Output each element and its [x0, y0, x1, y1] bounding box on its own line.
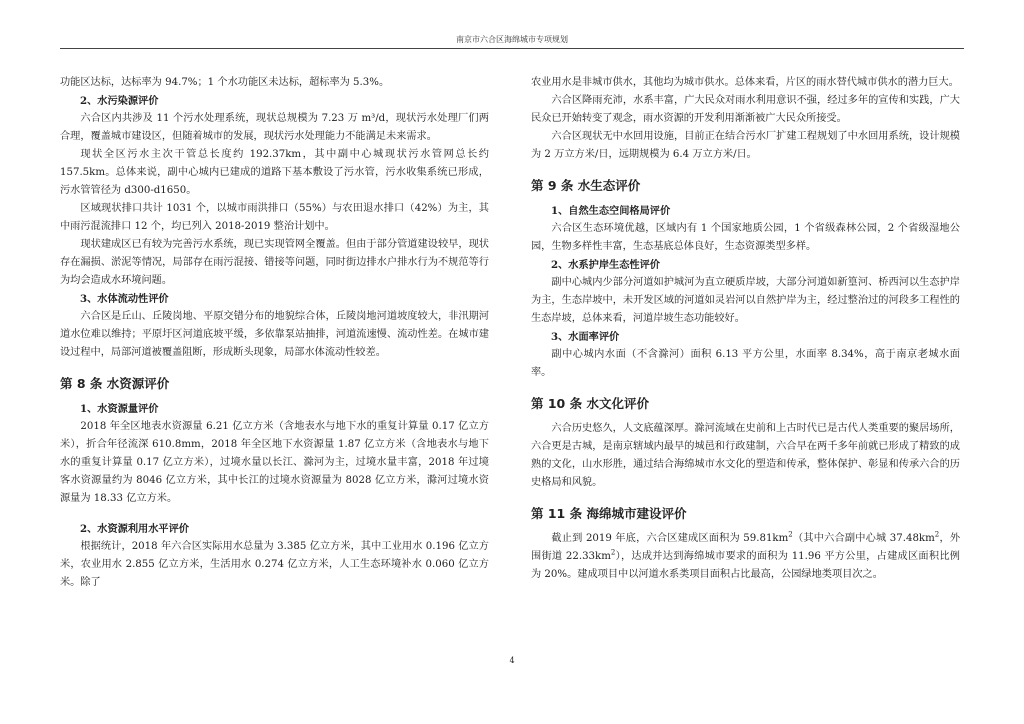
paragraph: 区域现状排口共计 1031 个，以城市雨洪排口（55%）与农田退水排口（42%）为主，其中雨污混流排口 12 个，均已列入 2018-2019 整治计划中。: [60, 203, 489, 232]
paragraph: 六合区降雨充沛，水系丰富，广大民众对雨水利用意识不强，经过多年的宣传和实践，广大民众已开始转变了观念，雨水资源的开发利用渐渐被广大民众所接受。: [531, 95, 960, 124]
paragraph: 副中心城内水面（不含滁河）面积 6.13 平方公里，水面率 8.34%，高于南京老城水面率。: [531, 349, 960, 378]
subsection-heading: 3、水面率评价: [551, 331, 620, 343]
paragraph: 根据统计，2018 年六合区实际用水总量为 3.385 亿立方米，其中工业用水 0.196 亿立方米，农业用水 2.855 亿立方米，生活用水 0.274 亿立方米，人工生态环境补水 0.060 亿立方米。除了: [60, 541, 489, 588]
paragraph: 现状建成区已有较为完善污水系统，现已实现管网全覆盖。但由于部分管道建设较早，现状存在漏损、淤泥等情况，局部存在雨污混接、错接等问题，同时街边排水户排水行为不规范等行为均会造成水环境问题。: [60, 239, 489, 286]
article-heading: 第 10 条 水文化评价: [531, 396, 649, 411]
paragraph: [531, 530, 960, 584]
paragraph: 六合区是丘山、丘陵岗地、平原交错分布的地貌综合体，丘陵岗地河道坡度较大，非汛期河道水位难以维持；平原圩区河道底坡平缓，多依靠泵站抽排，河道流速慢、流动性差。在城市建设过程中，局部河道被覆盖阻断，形成断头现象，局部水体流动性较差。: [60, 311, 489, 358]
left-column: [60, 74, 489, 592]
superscript: 2: [788, 530, 793, 539]
text-run: ），达成并达到海绵城市要求的面积为 11.96 平方公里，占建成区面积比例为 20%。建成项目中以河道水系类项目面积占比最高，公园绿地类项目次之。: [531, 551, 960, 580]
running-header: 南京市六合区海绵城市专项规划: [456, 35, 568, 44]
paragraph: 现状全区污水主次干管总长度约 192.37km，其中副中心城现状污水管网总长约 157.5km。总体来说，副中心城内已建成的道路下基本敷设了污水管，污水收集系统已形成，污水管管径为 d300-d1650。: [60, 149, 489, 196]
subsection-heading: 2、水资源利用水平评价: [80, 523, 189, 535]
text-run: ，外围街道 22.33km: [531, 533, 961, 562]
paragraph: 农业用水是非城市供水，其他均为城市供水。总体来看，片区的雨水替代城市供水的潜力巨大。: [531, 77, 959, 88]
article-heading: 第 8 条 水资源评价: [60, 376, 170, 391]
header-rule: [60, 48, 964, 49]
right-column: [531, 74, 960, 584]
paragraph: 六合历史悠久，人文底蕴深厚。滁河流域在史前和上古时代已是古代人类重要的聚居场所，六合更是古城，是南京辖域内最早的城邑和行政建制，六合早在两千多年前就已形成了精致的成熟的文化，山水形胜，通过结合海绵城市水文化的塑造和传承，整体保护、彰显和传承六合的历史格局和风貌。: [531, 423, 960, 488]
subsection-heading: 3、水体流动性评价: [80, 293, 169, 305]
paragraph: 功能区达标，达标率为 94.7%；1 个水功能区未达标，超标率为 5.3%。: [60, 77, 390, 88]
subsection-heading: 1、自然生态空间格局评价: [551, 205, 671, 217]
subsection-heading: 2、水污染源评价: [80, 95, 159, 107]
paragraph: 2018 年全区地表水资源量 6.21 亿立方米（含地表水与地下水的重复计算量 0.17 亿立方米），折合年径流深 610.8mm，2018 年全区地下水资源量 1.87 亿立方米（含地表水与地下水的重复计算量 0.17 亿立方米），过境水量以长江、滁河为主，过境水量丰富，2018 年过境客水资源量约为 8046 亿立方米，其中长江的过境水资源量为 8028 亿立方米，滁河过境水资源量为 18.33 亿立方米。: [60, 421, 489, 504]
article-heading: 第 9 条 水生态评价: [531, 178, 641, 193]
paragraph: 六合区生态环境优越，区域内有 1 个国家地质公园，1 个省级森林公园，2 个省级湿地公园，生物多样性丰富，生态基底总体良好，生态资源类型多样。: [531, 223, 960, 252]
text-run: 截止到 2019 年底，六合区建成区面积为 59.81km: [551, 533, 789, 544]
subsection-heading: 2、水系护岸生态性评价: [551, 259, 660, 271]
paragraph: 六合区现状无中水回用设施，目前正在结合污水厂扩建工程规划了中水回用系统，设计规模为 2 万立方米/日，远期规模为 6.4 万立方米/日。: [531, 131, 960, 160]
page-number: 4: [509, 656, 515, 665]
superscript: 2: [934, 530, 940, 539]
paragraph: 六合区内共涉及 11 个污水处理系统，现状总规模为 7.23 万 m³/d，现状污水处理厂们两合理，覆盖城市建设区，但随着城市的发展，现状污水处理能力不能满足未来需求。: [60, 113, 489, 142]
article-heading: 第 11 条 海绵城市建设评价: [531, 506, 687, 521]
superscript: 2: [610, 548, 616, 557]
paragraph: 副中心城内少部分河道如护城河为直立硬质岸坡，大部分河道如新篁河、桥西河以生态护岸为主，生态岸坡中，未开发区域的河道如灵岩河以自然护岸为主，经过整治过的河段多工程性的生态岸坡，总体来看，河道岸坡生态功能较好。: [531, 277, 960, 324]
text-run: （其中六合副中心城 37.48km: [792, 533, 935, 544]
subsection-heading: 1、水资源量评价: [80, 403, 159, 415]
